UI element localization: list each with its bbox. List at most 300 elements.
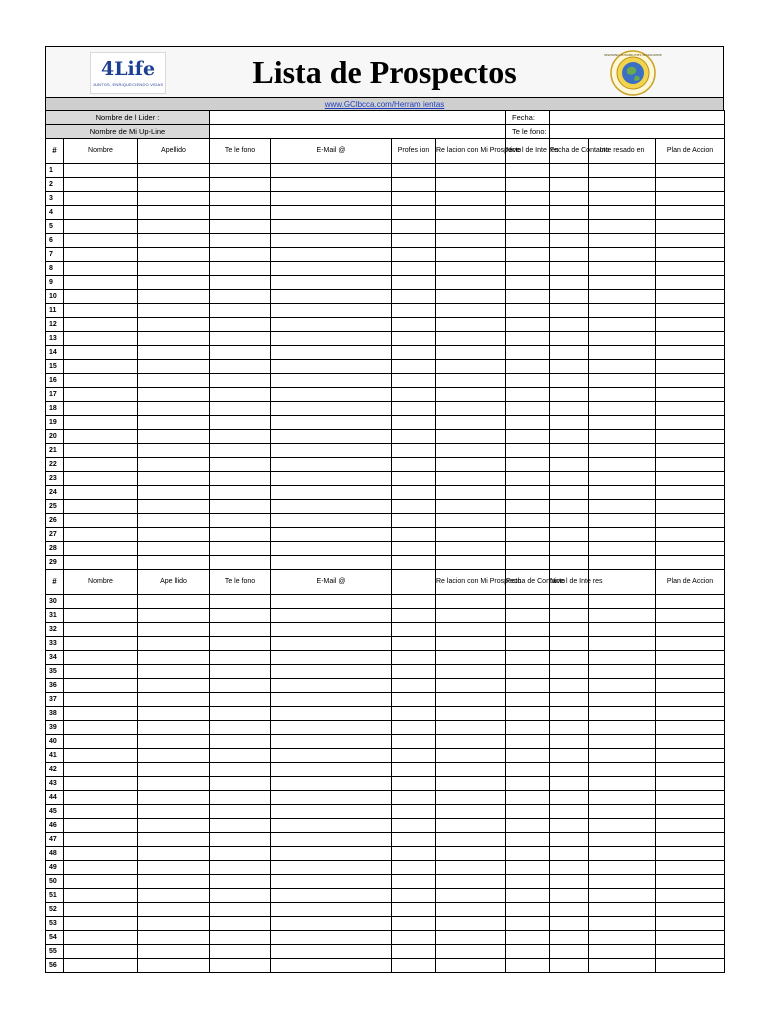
table-cell[interactable] [550,360,589,374]
table-cell[interactable] [64,791,138,805]
table-cell[interactable] [138,486,210,500]
table-cell[interactable] [271,192,392,206]
table-cell[interactable] [436,304,506,318]
table-cell[interactable] [506,248,550,262]
table-cell[interactable] [138,889,210,903]
table-cell[interactable] [656,735,725,749]
table-cell[interactable] [656,819,725,833]
table-cell[interactable] [656,805,725,819]
table-cell[interactable] [392,819,436,833]
table-cell[interactable] [656,693,725,707]
table-cell[interactable] [436,609,506,623]
table-cell[interactable] [589,735,656,749]
table-cell[interactable] [392,763,436,777]
table-cell[interactable] [656,749,725,763]
table-cell[interactable] [436,486,506,500]
table-cell[interactable] [550,847,589,861]
table-cell[interactable] [436,556,506,570]
table-cell[interactable] [589,374,656,388]
table-cell[interactable] [64,206,138,220]
table-cell[interactable] [210,707,271,721]
table-cell[interactable] [506,819,550,833]
table-cell[interactable] [550,637,589,651]
table-cell[interactable] [589,346,656,360]
table-cell[interactable] [392,861,436,875]
table-cell[interactable] [210,444,271,458]
table-cell[interactable] [550,444,589,458]
table-cell[interactable] [271,444,392,458]
table-cell[interactable] [138,304,210,318]
table-cell[interactable] [436,819,506,833]
table-cell[interactable] [656,332,725,346]
table-cell[interactable] [64,861,138,875]
table-cell[interactable] [210,609,271,623]
table-cell[interactable] [64,444,138,458]
table-cell[interactable] [436,693,506,707]
table-cell[interactable] [656,234,725,248]
table-cell[interactable] [271,875,392,889]
table-cell[interactable] [589,444,656,458]
table-cell[interactable] [64,430,138,444]
table-cell[interactable] [550,707,589,721]
table-cell[interactable] [271,290,392,304]
table-cell[interactable] [210,374,271,388]
table-cell[interactable] [271,304,392,318]
table-cell[interactable] [271,416,392,430]
table-cell[interactable] [436,707,506,721]
table-cell[interactable] [589,276,656,290]
table-cell[interactable] [64,651,138,665]
table-cell[interactable] [210,332,271,346]
table-cell[interactable] [656,416,725,430]
table-cell[interactable] [550,528,589,542]
table-cell[interactable] [436,430,506,444]
table-cell[interactable] [656,486,725,500]
table-cell[interactable] [550,248,589,262]
table-cell[interactable] [436,444,506,458]
table-cell[interactable] [210,749,271,763]
table-cell[interactable] [656,609,725,623]
table-cell[interactable] [550,959,589,973]
table-cell[interactable] [436,178,506,192]
table-cell[interactable] [589,402,656,416]
table-cell[interactable] [271,248,392,262]
table-cell[interactable] [64,945,138,959]
table-cell[interactable] [392,220,436,234]
table-cell[interactable] [210,472,271,486]
table-cell[interactable] [64,609,138,623]
table-cell[interactable] [550,220,589,234]
table-cell[interactable] [436,735,506,749]
leader-input[interactable] [210,111,506,125]
table-cell[interactable] [392,623,436,637]
table-cell[interactable] [506,903,550,917]
table-cell[interactable] [392,693,436,707]
table-cell[interactable] [589,749,656,763]
table-cell[interactable] [392,889,436,903]
table-cell[interactable] [436,290,506,304]
table-cell[interactable] [271,637,392,651]
table-cell[interactable] [589,164,656,178]
table-cell[interactable] [138,178,210,192]
table-cell[interactable] [64,528,138,542]
table-cell[interactable] [550,931,589,945]
table-cell[interactable] [506,360,550,374]
table-cell[interactable] [138,556,210,570]
table-cell[interactable] [550,735,589,749]
table-cell[interactable] [64,374,138,388]
table-cell[interactable] [506,192,550,206]
table-cell[interactable] [210,248,271,262]
table-cell[interactable] [436,945,506,959]
table-cell[interactable] [64,220,138,234]
table-cell[interactable] [656,707,725,721]
table-cell[interactable] [589,472,656,486]
table-cell[interactable] [138,500,210,514]
table-cell[interactable] [64,486,138,500]
table-cell[interactable] [506,917,550,931]
table-cell[interactable] [64,472,138,486]
table-cell[interactable] [506,318,550,332]
table-cell[interactable] [138,472,210,486]
table-cell[interactable] [138,763,210,777]
table-cell[interactable] [392,903,436,917]
table-cell[interactable] [210,528,271,542]
table-cell[interactable] [392,472,436,486]
table-cell[interactable] [436,889,506,903]
table-cell[interactable] [589,290,656,304]
table-cell[interactable] [392,248,436,262]
table-cell[interactable] [656,917,725,931]
table-cell[interactable] [138,374,210,388]
table-cell[interactable] [506,735,550,749]
table-cell[interactable] [506,388,550,402]
table-cell[interactable] [506,749,550,763]
table-cell[interactable] [436,528,506,542]
table-cell[interactable] [656,262,725,276]
upline-input[interactable] [210,125,506,139]
table-cell[interactable] [138,651,210,665]
table-cell[interactable] [138,192,210,206]
table-cell[interactable] [506,623,550,637]
table-cell[interactable] [64,679,138,693]
table-cell[interactable] [506,346,550,360]
table-cell[interactable] [64,332,138,346]
table-cell[interactable] [436,360,506,374]
table-cell[interactable] [506,889,550,903]
table-cell[interactable] [138,637,210,651]
table-cell[interactable] [271,402,392,416]
table-cell[interactable] [138,318,210,332]
table-cell[interactable] [656,178,725,192]
table-cell[interactable] [392,721,436,735]
table-cell[interactable] [506,444,550,458]
table-cell[interactable] [589,679,656,693]
table-cell[interactable] [271,777,392,791]
table-cell[interactable] [656,360,725,374]
table-cell[interactable] [271,458,392,472]
table-cell[interactable] [392,917,436,931]
table-cell[interactable] [210,304,271,318]
table-cell[interactable] [138,735,210,749]
table-cell[interactable] [550,805,589,819]
table-cell[interactable] [138,847,210,861]
table-cell[interactable] [589,903,656,917]
table-cell[interactable] [271,693,392,707]
table-cell[interactable] [392,833,436,847]
table-cell[interactable] [138,290,210,304]
table-cell[interactable] [392,486,436,500]
table-cell[interactable] [589,819,656,833]
table-cell[interactable] [550,304,589,318]
table-cell[interactable] [589,763,656,777]
table-cell[interactable] [392,609,436,623]
table-cell[interactable] [392,444,436,458]
table-cell[interactable] [271,556,392,570]
table-cell[interactable] [589,791,656,805]
table-cell[interactable] [589,360,656,374]
table-cell[interactable] [64,637,138,651]
table-cell[interactable] [64,931,138,945]
table-cell[interactable] [392,192,436,206]
table-cell[interactable] [656,763,725,777]
table-cell[interactable] [271,819,392,833]
table-cell[interactable] [436,472,506,486]
table-cell[interactable] [506,777,550,791]
table-cell[interactable] [392,679,436,693]
table-cell[interactable] [138,707,210,721]
table-cell[interactable] [506,276,550,290]
table-cell[interactable] [656,889,725,903]
table-cell[interactable] [506,164,550,178]
table-cell[interactable] [392,707,436,721]
table-cell[interactable] [506,290,550,304]
table-cell[interactable] [436,346,506,360]
table-cell[interactable] [64,402,138,416]
table-cell[interactable] [210,861,271,875]
table-cell[interactable] [656,514,725,528]
table-cell[interactable] [392,234,436,248]
table-cell[interactable] [436,374,506,388]
table-cell[interactable] [550,875,589,889]
table-cell[interactable] [436,164,506,178]
table-cell[interactable] [210,637,271,651]
table-cell[interactable] [506,262,550,276]
table-cell[interactable] [138,931,210,945]
table-cell[interactable] [210,220,271,234]
table-cell[interactable] [550,651,589,665]
table-cell[interactable] [64,763,138,777]
table-cell[interactable] [550,665,589,679]
table-cell[interactable] [64,388,138,402]
table-cell[interactable] [210,262,271,276]
table-cell[interactable] [210,556,271,570]
table-cell[interactable] [589,234,656,248]
table-cell[interactable] [392,304,436,318]
table-cell[interactable] [550,332,589,346]
table-cell[interactable] [271,651,392,665]
table-cell[interactable] [138,332,210,346]
table-cell[interactable] [271,318,392,332]
table-cell[interactable] [271,430,392,444]
table-cell[interactable] [550,276,589,290]
table-cell[interactable] [550,721,589,735]
table-cell[interactable] [656,500,725,514]
table-cell[interactable] [506,805,550,819]
table-cell[interactable] [210,206,271,220]
table-cell[interactable] [271,595,392,609]
table-cell[interactable] [589,388,656,402]
table-cell[interactable] [64,276,138,290]
table-cell[interactable] [271,220,392,234]
table-cell[interactable] [436,248,506,262]
table-cell[interactable] [271,749,392,763]
table-cell[interactable] [271,917,392,931]
table-cell[interactable] [138,805,210,819]
table-cell[interactable] [64,917,138,931]
table-cell[interactable] [138,623,210,637]
table-cell[interactable] [656,959,725,973]
table-cell[interactable] [271,276,392,290]
table-cell[interactable] [210,542,271,556]
table-cell[interactable] [271,528,392,542]
table-cell[interactable] [506,486,550,500]
table-cell[interactable] [589,304,656,318]
table-cell[interactable] [271,889,392,903]
table-cell[interactable] [506,959,550,973]
table-cell[interactable] [392,430,436,444]
table-cell[interactable] [392,528,436,542]
table-cell[interactable] [656,875,725,889]
table-cell[interactable] [210,651,271,665]
table-cell[interactable] [506,304,550,318]
table-cell[interactable] [210,486,271,500]
table-cell[interactable] [210,847,271,861]
table-cell[interactable] [506,500,550,514]
table-cell[interactable] [138,721,210,735]
table-cell[interactable] [64,623,138,637]
table-cell[interactable] [64,721,138,735]
table-cell[interactable] [506,206,550,220]
table-cell[interactable] [392,945,436,959]
table-cell[interactable] [506,763,550,777]
table-cell[interactable] [392,332,436,346]
table-cell[interactable] [550,500,589,514]
table-cell[interactable] [138,164,210,178]
table-cell[interactable] [550,206,589,220]
table-cell[interactable] [436,777,506,791]
table-cell[interactable] [589,220,656,234]
table-cell[interactable] [210,805,271,819]
table-cell[interactable] [436,220,506,234]
table-cell[interactable] [210,679,271,693]
table-cell[interactable] [392,178,436,192]
table-cell[interactable] [550,234,589,248]
table-cell[interactable] [656,430,725,444]
table-cell[interactable] [656,290,725,304]
table-cell[interactable] [589,959,656,973]
table-cell[interactable] [210,234,271,248]
table-cell[interactable] [550,318,589,332]
table-cell[interactable] [138,665,210,679]
table-cell[interactable] [550,763,589,777]
table-cell[interactable] [589,178,656,192]
table-cell[interactable] [271,500,392,514]
table-cell[interactable] [589,514,656,528]
table-cell[interactable] [210,360,271,374]
table-cell[interactable] [210,693,271,707]
table-cell[interactable] [506,556,550,570]
table-cell[interactable] [64,665,138,679]
table-cell[interactable] [656,679,725,693]
table-cell[interactable] [271,388,392,402]
table-cell[interactable] [210,318,271,332]
table-cell[interactable] [506,707,550,721]
table-cell[interactable] [392,735,436,749]
table-cell[interactable] [589,192,656,206]
table-cell[interactable] [589,931,656,945]
table-cell[interactable] [210,402,271,416]
table-cell[interactable] [656,721,725,735]
table-cell[interactable] [271,833,392,847]
table-cell[interactable] [506,178,550,192]
table-cell[interactable] [64,192,138,206]
table-cell[interactable] [550,402,589,416]
table-cell[interactable] [210,735,271,749]
table-cell[interactable] [210,833,271,847]
table-cell[interactable] [210,819,271,833]
table-cell[interactable] [64,304,138,318]
table-cell[interactable] [210,514,271,528]
table-cell[interactable] [506,875,550,889]
table-cell[interactable] [589,777,656,791]
table-cell[interactable] [656,318,725,332]
table-cell[interactable] [656,791,725,805]
table-cell[interactable] [550,262,589,276]
table-cell[interactable] [392,651,436,665]
table-cell[interactable] [210,178,271,192]
website-link[interactable]: www.GClbcca.com/Herram ientas [324,100,445,109]
table-cell[interactable] [656,206,725,220]
table-cell[interactable] [271,903,392,917]
table-cell[interactable] [138,749,210,763]
table-cell[interactable] [392,276,436,290]
table-cell[interactable] [392,500,436,514]
table-cell[interactable] [506,945,550,959]
table-cell[interactable] [64,290,138,304]
table-cell[interactable] [64,346,138,360]
table-cell[interactable] [138,945,210,959]
table-cell[interactable] [138,234,210,248]
table-cell[interactable] [589,847,656,861]
table-cell[interactable] [506,472,550,486]
table-cell[interactable] [506,220,550,234]
table-cell[interactable] [656,595,725,609]
table-cell[interactable] [210,931,271,945]
table-cell[interactable] [271,931,392,945]
table-cell[interactable] [271,679,392,693]
table-cell[interactable] [210,945,271,959]
table-cell[interactable] [271,707,392,721]
table-cell[interactable] [392,959,436,973]
table-cell[interactable] [436,847,506,861]
table-cell[interactable] [392,542,436,556]
table-cell[interactable] [271,763,392,777]
table-cell[interactable] [138,542,210,556]
table-cell[interactable] [436,542,506,556]
table-cell[interactable] [64,360,138,374]
table-cell[interactable] [589,318,656,332]
